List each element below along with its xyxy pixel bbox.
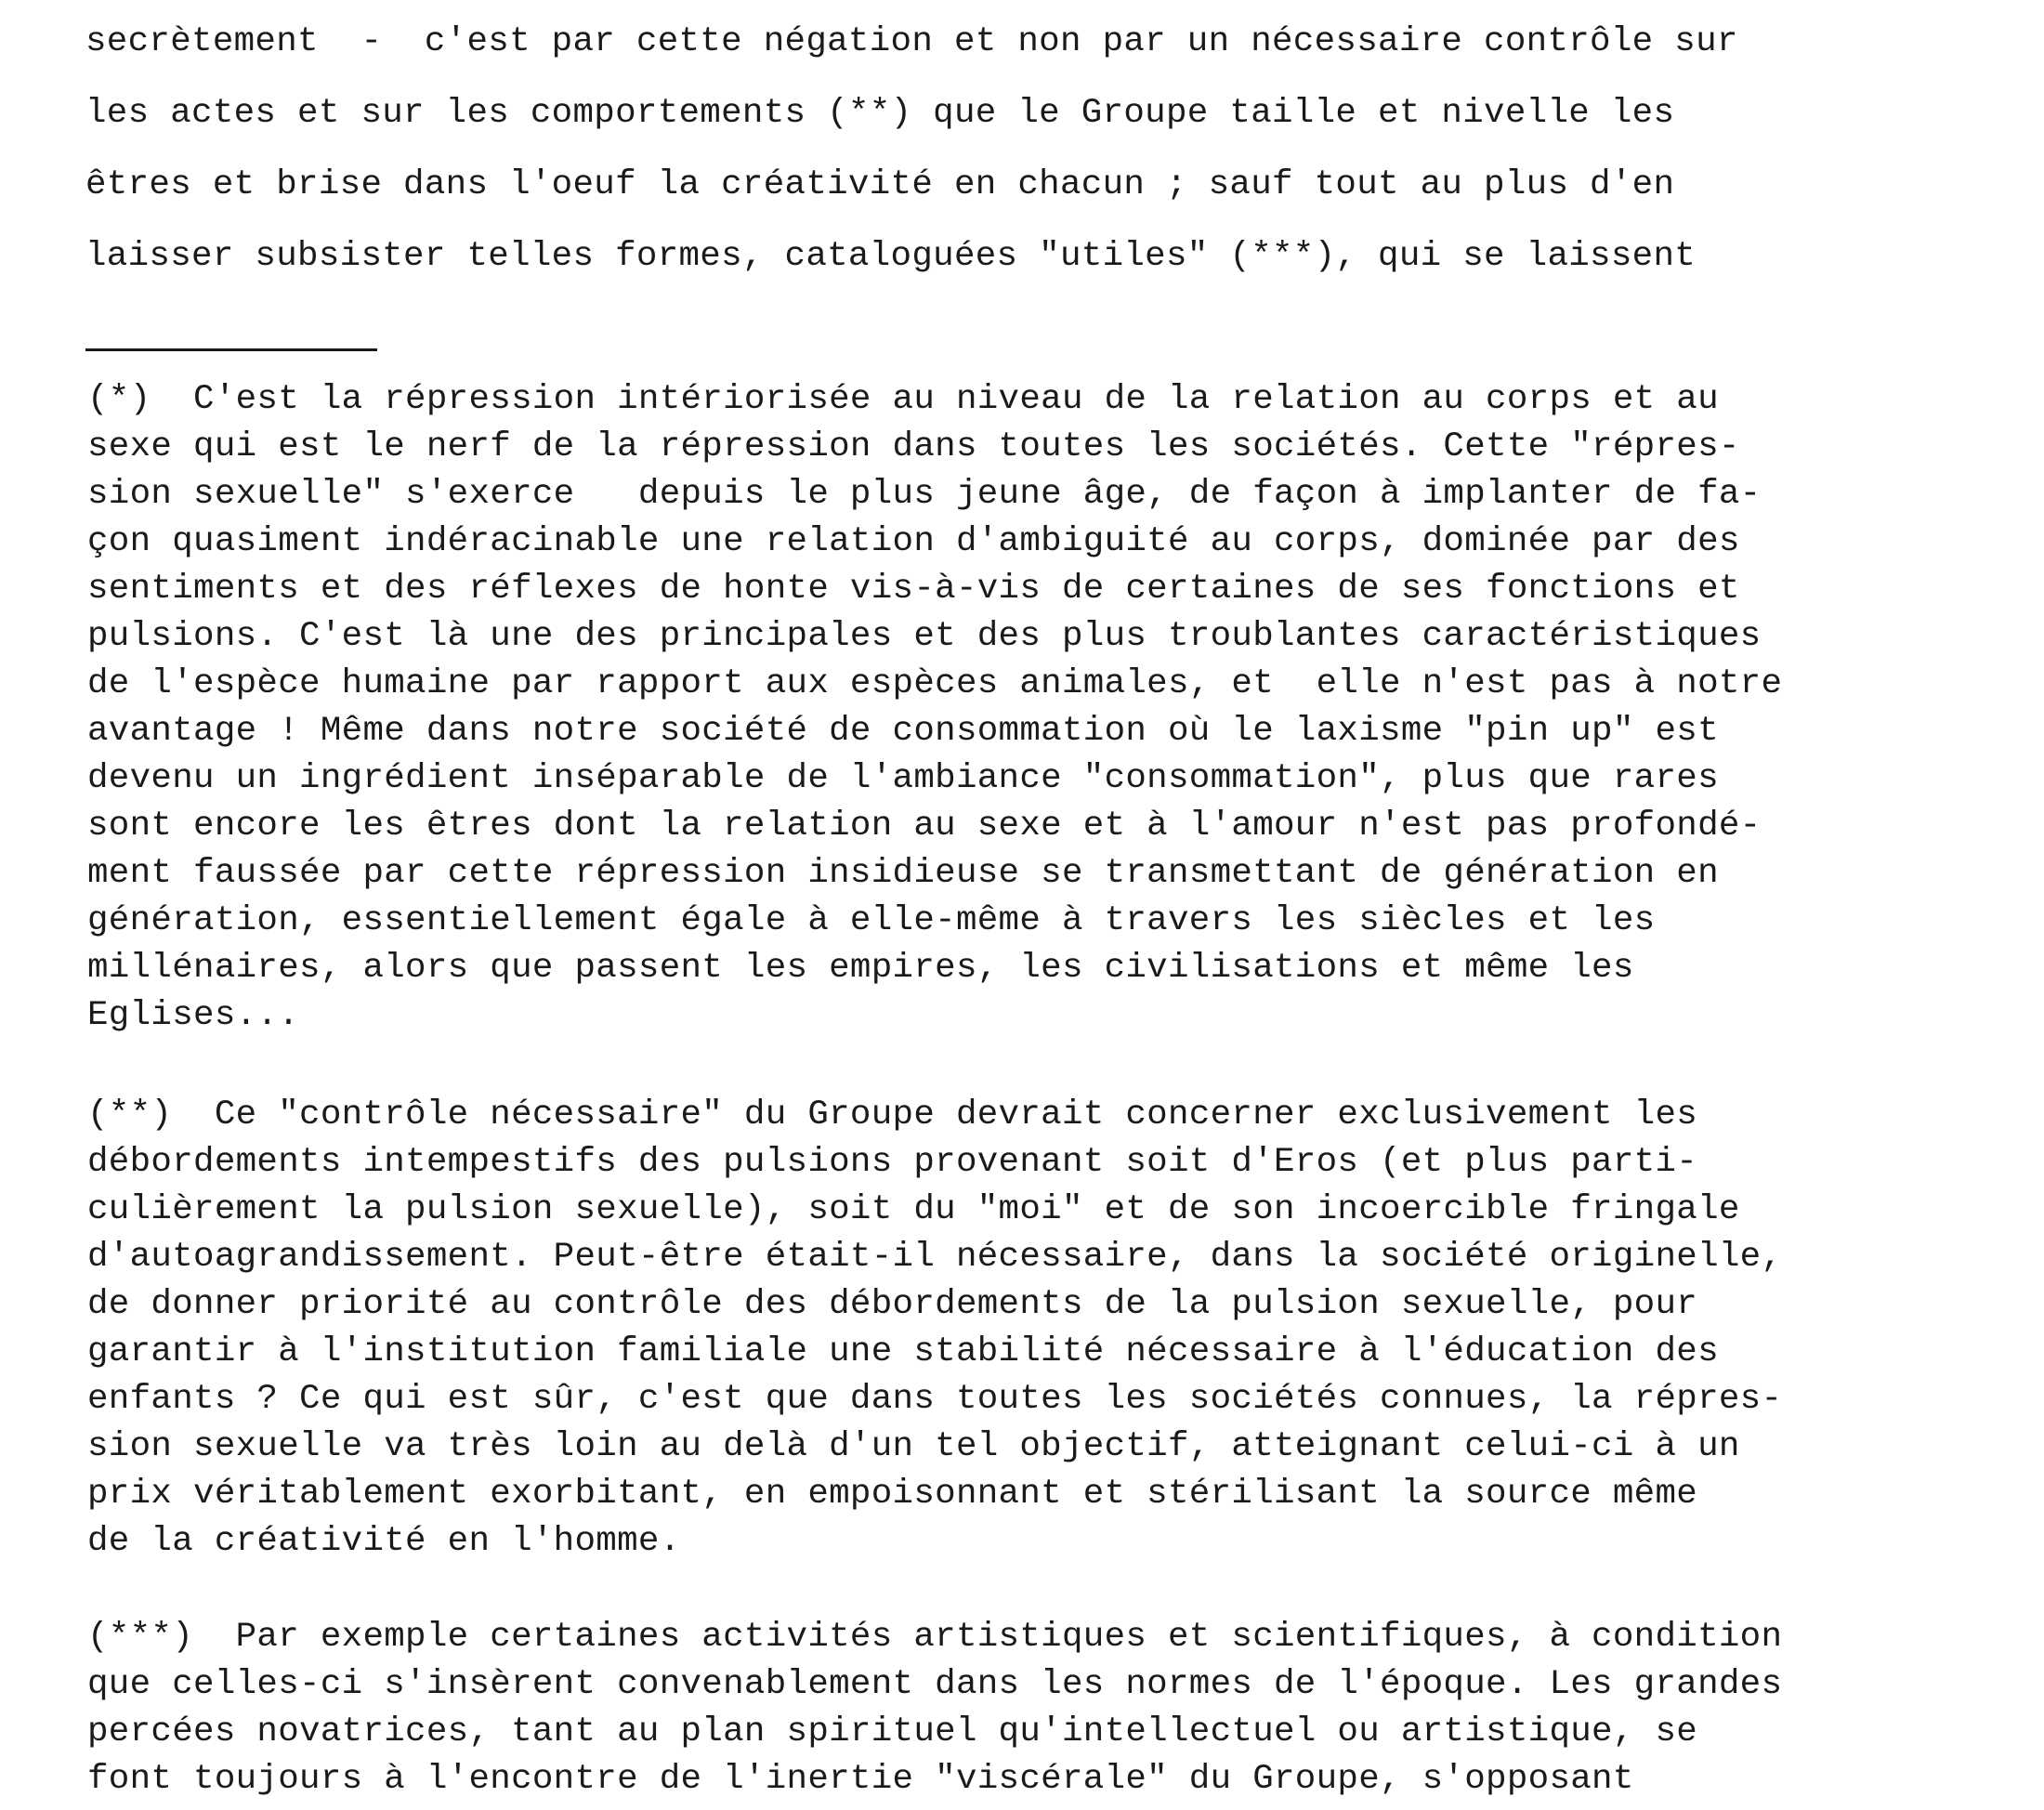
footnote-2-line: sion sexuelle va très loin au delà d'un tel objectif, atteignant celui-ci à un xyxy=(87,1427,1740,1466)
footnote-1-line: devenu un ingrédient inséparable de l'ambiance "consommation", plus que rares xyxy=(87,759,1719,798)
footnote-1-line: (*) C'est la répression intériorisée au niveau de la relation au corps et au xyxy=(87,380,1719,419)
body-line-3: êtres et brise dans l'oeuf la créativité en chacun ; sauf tout au plus d'en xyxy=(85,165,1675,204)
footnote-3-line: (***) Par exemple certaines activités artistiques et scientifiques, à condition xyxy=(87,1618,1783,1657)
footnote-2-line: de donner priorité au contrôle des débordements de la pulsion sexuelle, pour xyxy=(87,1285,1698,1324)
footnote-separator xyxy=(85,348,377,351)
footnote-1-line: Eglises... xyxy=(87,996,300,1035)
footnote-1-line: avantage ! Même dans notre société de consommation où le laxisme "pin up" est xyxy=(87,712,1719,751)
footnote-2-line: garantir à l'institution familiale une stabilité nécessaire à l'éducation des xyxy=(87,1332,1719,1371)
footnote-3-line: que celles-ci s'insèrent convenablement dans les normes de l'époque. Les grandes xyxy=(87,1665,1783,1704)
footnote-1-line: génération, essentiellement égale à elle-même à travers les siècles et les xyxy=(87,901,1656,940)
footnote-1-line: ment faussée par cette répression insidieuse se transmettant de génération en xyxy=(87,854,1719,893)
footnote-1-line: sont encore les êtres dont la relation au sexe et à l'amour n'est pas profondé- xyxy=(87,807,1762,846)
body-line-2: les actes et sur les comportements (**) que le Groupe taille et nivelle les xyxy=(85,94,1675,133)
footnote-3-line: font toujours à l'encontre de l'inertie "viscérale" du Groupe, s'opposant xyxy=(87,1760,1634,1799)
footnote-1-line: sentiments et des réflexes de honte vis-à-vis de certaines de ses fonctions et xyxy=(87,570,1740,609)
footnote-2-line: enfants ? Ce qui est sûr, c'est que dans toutes les sociétés connues, la répres- xyxy=(87,1380,1783,1419)
footnote-2-line: culièrement la pulsion sexuelle), soit du "moi" et de son incoercible fringale xyxy=(87,1190,1740,1229)
footnote-1-line: millénaires, alors que passent les empires, les civilisations et même les xyxy=(87,949,1634,988)
footnote-2-line: de la créativité en l'homme. xyxy=(87,1522,681,1561)
body-line-1: secrètement - c'est par cette négation et non par un nécessaire contrôle sur xyxy=(85,22,1738,61)
footnote-1-line: pulsions. C'est là une des principales et des plus troublantes caractéristiques xyxy=(87,617,1762,656)
footnote-2-line: prix véritablement exorbitant, en empoisonnant et stérilisant la source même xyxy=(87,1475,1698,1514)
footnote-1-line: sexe qui est le nerf de la répression dans toutes les sociétés. Cette "répres- xyxy=(87,427,1740,466)
footnote-1-line: de l'espèce humaine par rapport aux espèces animales, et elle n'est pas à notre xyxy=(87,664,1783,703)
body-line-4: laisser subsister telles formes, cataloguées "utiles" (***), qui se laissent xyxy=(85,237,1697,276)
footnote-2-line: d'autoagrandissement. Peut-être était-il nécessaire, dans la société originelle, xyxy=(87,1238,1783,1277)
footnote-1-line: sion sexuelle" s'exerce depuis le plus jeune âge, de façon à implanter de fa- xyxy=(87,475,1762,514)
footnote-2-line: (**) Ce "contrôle nécessaire" du Groupe devrait concerner exclusivement les xyxy=(87,1095,1698,1135)
footnote-2-line: débordements intempestifs des pulsions provenant soit d'Eros (et plus parti- xyxy=(87,1143,1698,1182)
footnote-3-line: percées novatrices, tant au plan spirituel qu'intellectuel ou artistique, se xyxy=(87,1712,1698,1751)
footnote-1-line: çon quasiment indéracinable une relation d'ambiguité au corps, dominée par des xyxy=(87,522,1740,561)
